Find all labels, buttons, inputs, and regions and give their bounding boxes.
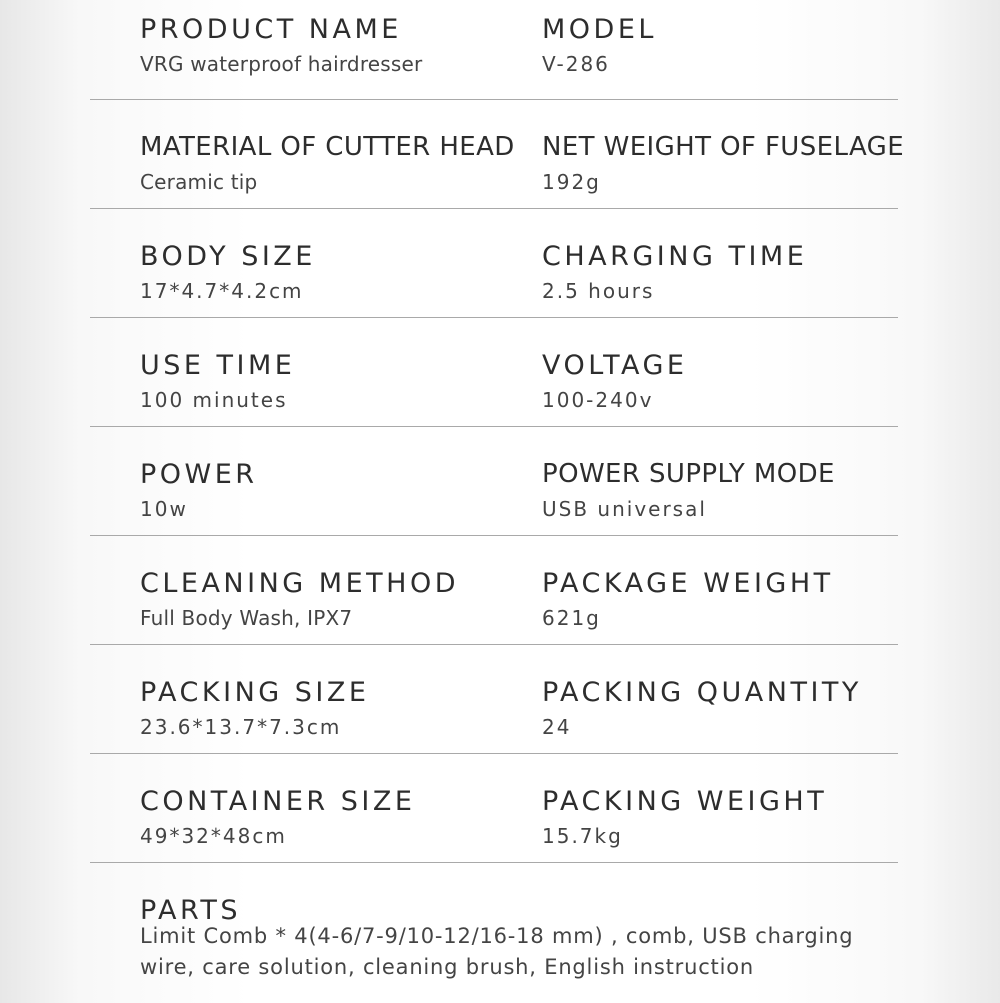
- spec-label: NET WEIGHT OF FUSELAGE: [542, 132, 905, 162]
- parts-line: wire, care solution, cleaning brush, English instruction: [140, 955, 754, 979]
- spec-row: [90, 209, 898, 318]
- spec-label: PACKING WEIGHT: [542, 786, 828, 817]
- spec-row: [90, 100, 905, 209]
- spec-value: Ceramic tip: [140, 170, 258, 194]
- spec-label: USE TIME: [140, 350, 296, 381]
- spec-sheet: [90, 0, 905, 1003]
- spec-value: 192g: [542, 170, 601, 194]
- spec-value: 15.7kg: [542, 824, 623, 848]
- spec-row-parts: [90, 863, 898, 1003]
- spec-row: [90, 645, 898, 754]
- spec-value: 621g: [542, 606, 601, 630]
- spec-row: [90, 754, 898, 863]
- spec-value: 100 minutes: [140, 388, 288, 412]
- spec-value: 49*32*48cm: [140, 824, 287, 848]
- spec-label: MODEL: [542, 14, 657, 45]
- spec-label: PACKING QUANTITY: [542, 677, 862, 708]
- spec-row: [90, 0, 898, 100]
- parts-line: Limit Comb * 4(4-6/7-9/10-12/16-18 mm) , comb, USB charging: [140, 924, 854, 948]
- spec-value: 23.6*13.7*7.3cm: [140, 715, 342, 739]
- spec-label: POWER SUPPLY MODE: [542, 459, 835, 489]
- spec-value: V-286: [542, 52, 610, 76]
- spec-label: PRODUCT NAME: [140, 14, 402, 45]
- spec-label: CHARGING TIME: [542, 241, 808, 272]
- spec-value: Full Body Wash, IPX7: [140, 606, 353, 630]
- parts-list: [140, 921, 900, 983]
- spec-value: 24: [542, 715, 572, 739]
- spec-label: PACKAGE WEIGHT: [542, 568, 834, 599]
- spec-label: PACKING SIZE: [140, 677, 370, 708]
- spec-label: MATERIAL OF CUTTER HEAD: [140, 132, 515, 162]
- spec-value: 17*4.7*4.2cm: [140, 279, 304, 303]
- spec-label: CONTAINER SIZE: [140, 786, 416, 817]
- spec-value: 2.5 hours: [542, 279, 655, 303]
- spec-value: USB universal: [542, 497, 707, 521]
- spec-row: [90, 318, 898, 427]
- spec-value: VRG waterproof hairdresser: [140, 52, 423, 76]
- spec-label: CLEANING METHOD: [140, 568, 459, 599]
- spec-row: [90, 427, 898, 536]
- spec-label: BODY SIZE: [140, 241, 316, 272]
- spec-row: [90, 536, 898, 645]
- spec-value: 10w: [140, 497, 188, 521]
- spec-label: PARTS: [140, 895, 241, 926]
- spec-label: POWER: [140, 459, 258, 490]
- spec-value: 100-240v: [542, 388, 654, 412]
- spec-label: VOLTAGE: [542, 350, 688, 381]
